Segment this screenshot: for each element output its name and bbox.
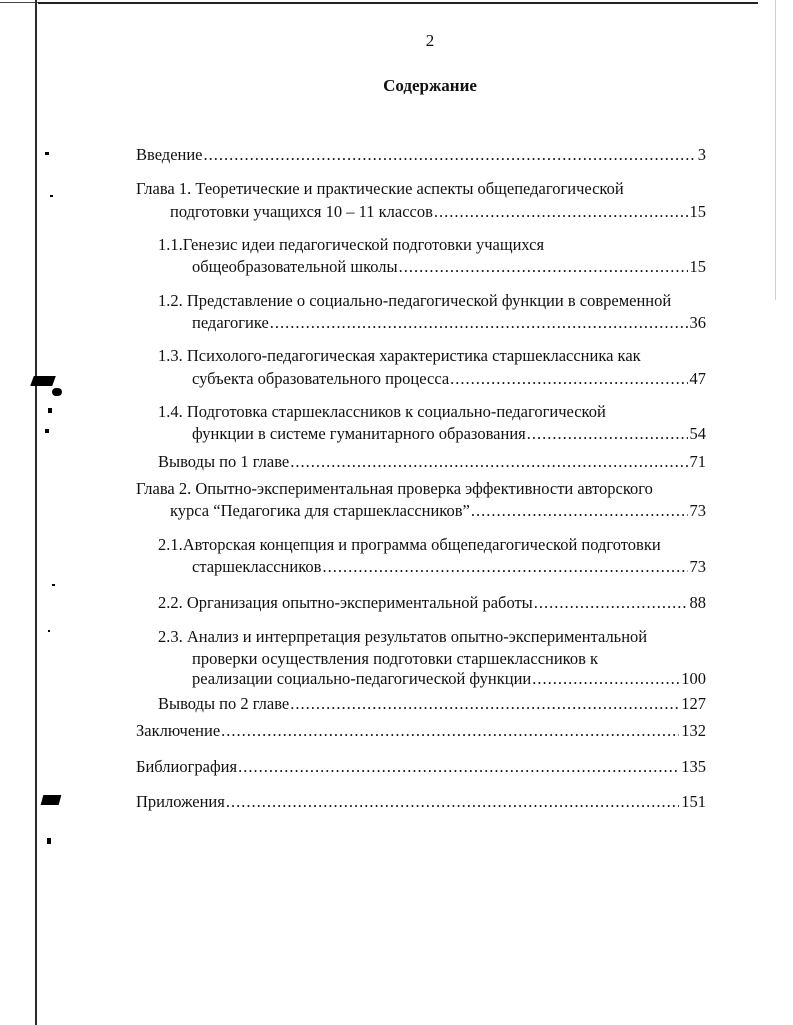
- toc-section-2-3-line1: 2.3. Анализ и интерпретация результатов опытно-экспериментальной: [158, 627, 648, 646]
- toc-entry-text: Выводы по 1 главе: [158, 452, 290, 471]
- toc-entry-conclusion: [136, 720, 706, 742]
- toc-entry-text: старшеклассников: [192, 557, 322, 576]
- toc-entry-text: Выводы по 2 главе: [158, 694, 290, 713]
- dot-leader: [226, 791, 679, 813]
- toc-entry-page: 73: [689, 557, 706, 576]
- toc-entry-text: курса “Педагогика для старшеклассников”: [170, 501, 470, 520]
- toc-entry-page: 36: [689, 313, 706, 332]
- toc-entry-page: 127: [681, 694, 706, 713]
- toc-chapter-2: [170, 500, 706, 522]
- toc-entry-text: педагогике: [192, 313, 269, 332]
- scan-speck: [47, 838, 51, 844]
- toc-entry-text: субъекта образовательного процесса: [192, 369, 450, 388]
- toc-chapter-1-line1: Глава 1. Теоретические и практические аспекты общепедагогической: [136, 179, 624, 198]
- toc-chapter-1: [170, 201, 706, 223]
- toc-entry-intro: [136, 144, 706, 166]
- toc-entry-page: 3: [697, 145, 706, 164]
- scan-edge-left: [35, 0, 37, 1025]
- dot-leader: [450, 368, 687, 390]
- dot-leader: [290, 451, 687, 473]
- toc-section-2-3: [192, 668, 706, 690]
- dot-leader: [270, 312, 688, 334]
- toc-entry-page: 88: [689, 593, 706, 612]
- toc-entry-text: общеобразовательной школы: [192, 257, 398, 276]
- toc-entry-text: Библиография: [136, 757, 238, 776]
- toc-entry-text: Заключение: [136, 721, 221, 740]
- toc-entry-page: 47: [689, 369, 706, 388]
- scan-speck: [48, 408, 52, 413]
- toc-entry-page: 15: [689, 202, 706, 221]
- scan-speck: [45, 429, 49, 433]
- dot-leader: [322, 556, 687, 578]
- page-title: Содержание: [383, 76, 477, 95]
- toc-entry-page: 151: [681, 792, 706, 811]
- dot-leader: [532, 668, 679, 690]
- toc-section-1-3: [192, 368, 706, 390]
- scan-edge-top: [38, 2, 758, 4]
- dot-leader: [534, 592, 688, 614]
- dot-leader: [399, 256, 688, 278]
- toc-section-1-2-line1: 1.2. Представление о социально-педагогической функции в современной: [158, 291, 672, 310]
- toc-entry-conclusions-1: [158, 451, 706, 473]
- toc-entry-text: 2.2. Организация опытно-экспериментальной работы: [158, 593, 533, 612]
- toc-section-2-1: [192, 556, 706, 578]
- toc-entry-text: Приложения: [136, 792, 225, 811]
- toc-section-1-1-line1: 1.1.Генезис идеи педагогической подготовки учащихся: [158, 235, 545, 254]
- dot-leader: [290, 693, 679, 715]
- toc-entry-page: 100: [681, 669, 706, 688]
- scan-speck: [45, 152, 49, 155]
- toc-entry-page: 15: [689, 257, 706, 276]
- toc-section-2-2: [158, 592, 706, 614]
- toc-entry-page: 135: [681, 757, 706, 776]
- scan-speck: [48, 630, 50, 632]
- dot-leader: [471, 500, 688, 522]
- toc-entry-page: 54: [689, 424, 706, 443]
- toc-entry-appendices: [136, 791, 706, 813]
- dot-leader: [238, 756, 679, 778]
- toc-section-2-3-line2: проверки осуществления подготовки старшеклассников к: [192, 649, 599, 668]
- page-number: 2: [425, 31, 435, 50]
- scan-speck: [50, 195, 53, 197]
- toc-entry-page: 73: [689, 501, 706, 520]
- toc-entry-text: реализации социально-педагогической функции: [192, 669, 532, 688]
- toc-entry-conclusions-2: [158, 693, 706, 715]
- toc-section-1-4-line1: 1.4. Подготовка старшеклассников к социально-педагогической: [158, 402, 606, 421]
- scan-speck: [30, 376, 56, 386]
- dot-leader: [434, 201, 688, 223]
- dot-leader: [221, 720, 679, 742]
- toc-section-1-1: [192, 256, 706, 278]
- toc-section-1-2: [192, 312, 706, 334]
- scan-speck: [41, 795, 62, 805]
- toc-entry-page: 71: [689, 452, 706, 471]
- toc-entry-text: функции в системе гуманитарного образования: [192, 424, 526, 443]
- dot-leader: [204, 144, 696, 166]
- toc-entry-text: подготовки учащихся 10 – 11 классов: [170, 202, 433, 221]
- toc-section-1-3-line1: 1.3. Психолого-педагогическая характеристика старшеклассника как: [158, 346, 641, 365]
- scan-speck: [52, 584, 55, 586]
- toc-entry-bibliography: [136, 756, 706, 778]
- toc-chapter-2-line1: Глава 2. Опытно-экспериментальная проверка эффективности авторского: [136, 479, 653, 498]
- toc-section-2-1-line1: 2.1.Авторская концепция и программа общепедагогической подготовки: [158, 535, 661, 554]
- toc-entry-text: Введение: [136, 145, 203, 164]
- scan-speck: [52, 388, 62, 396]
- toc-section-1-4: [192, 423, 706, 445]
- dot-leader: [527, 423, 688, 445]
- toc-entry-page: 132: [681, 721, 706, 740]
